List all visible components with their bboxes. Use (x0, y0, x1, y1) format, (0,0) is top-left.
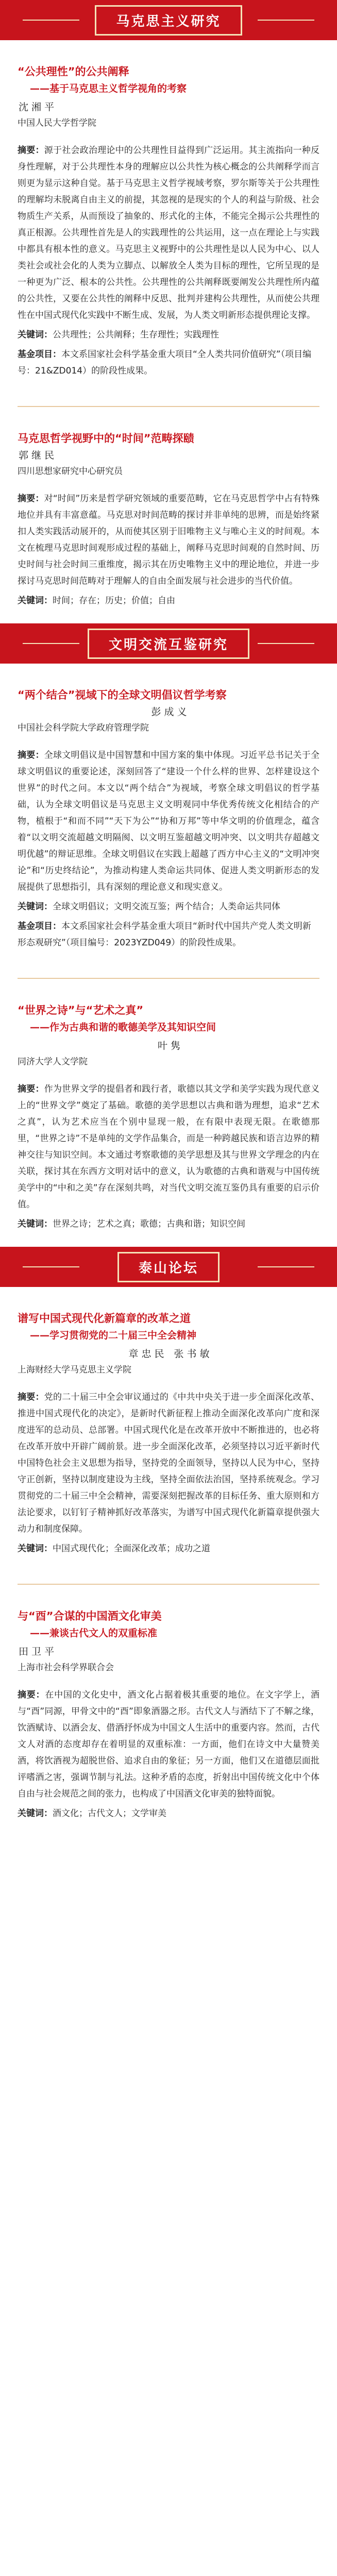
article-6 (0, 1600, 337, 1836)
article-2 (0, 422, 337, 623)
article-title[interactable]: “两个结合”视域下的全球文明倡议哲学考察 (18, 689, 227, 701)
article-author: 郭 继 民 (19, 450, 55, 461)
banner-decoration-left (23, 20, 79, 21)
article-title[interactable]: 谱写中国式现代化新篇章的改革之道 (18, 1312, 191, 1325)
article-subtitle: ——学习贯彻党的二十届三中全会精神 (30, 1330, 197, 1341)
article-fund (18, 346, 319, 379)
section-title: 泰山论坛 (117, 1252, 220, 1282)
abstract-text: 作为世界文学的提倡者和践行者，歌德以其文学和美学实践为现代意义上的“世界文学”奠定了基础。歌德的美学思想以古典和谐为理想，追求“艺术之真”，认为艺术应当在个别中显现一般，在有限中表现无限。在歌德那里，“世界之诗”不是单纯的文学作品集合，而是一种跨越民族和语言边界的精神交往与知识空间。本文通过考察歌德的美学思想及其与世界文学理念的内在关联，探讨其在东西方文明对话中的意义，认为歌德的古典和谐观与中国传统美学中的“中和之美”存在深刻共鸣，对当代文明交流互鉴仍具有重要的启示价值。 (18, 1084, 320, 1210)
article-subtitle: ——作为古典和谐的歌德美学及其知识空间 (30, 1022, 216, 1033)
abstract-label: 摘要： (18, 1392, 44, 1402)
fund-label: 基金项目： (18, 921, 61, 931)
keywords-label: 关键词： (18, 1219, 53, 1229)
article-fund (18, 918, 319, 951)
keywords-text: 公共理性；公共阐释；生存理性；实践理性 (53, 330, 219, 340)
abstract-label: 摘要： (18, 750, 44, 760)
article-author: 田 卫 平 (19, 1646, 55, 1657)
keywords-label: 关键词： (18, 1544, 53, 1554)
keywords-text: 全球文明倡议；文明交流互鉴；两个结合；人类命运共同体 (53, 902, 280, 912)
article-affiliation: 中国社会科学院大学政府管理学院 (18, 723, 149, 733)
article-divider (18, 1584, 319, 1585)
article-keywords (18, 1216, 319, 1232)
article-3 (0, 679, 337, 965)
article-keywords (18, 899, 319, 915)
abstract-text: 在中国的文化史中，酒文化占据着极其重要的地位。在文字学上，酒与“酉”同源，甲骨文中的“酉”即象酒器之形。古代文人与酒结下了不解之缘，饮酒赋诗、以酒会友、借酒抒怀成为中国文人生活中的重要内容。然而，古代文人对酒的态度却存在着明显的双重标准：一方面，他们在诗文中大量赞美酒，将饮酒视为超脱世俗、追求自由的象征；另一方面，他们又在道德层面批评嗜酒之害，强调节制与礼法。这种矛盾的态度，折射出中国传统文化中个体自由与社会规范之间的张力，也构成了中国酒文化审美的独特面貌。 (18, 1690, 319, 1799)
article-title[interactable]: “世界之诗”与“艺术之真” (18, 1004, 144, 1016)
section-title: 文明交流互鉴研究 (88, 629, 249, 659)
keywords-text: 中国式现代化；全面深化改革；成功之道 (53, 1544, 210, 1554)
article-subtitle: ——兼谈古代文人的双重标准 (30, 1628, 158, 1639)
keywords-label: 关键词： (18, 596, 53, 606)
banner-decoration-right (258, 20, 314, 21)
abstract-text: 全球文明倡议是中国智慧和中国方案的集中体现。习近平总书记关于全球文明倡议的重要论述，深刻回答了“建设一个什么样的世界、怎样建设这个世界”的时代之问。本文以“两个结合”为视域，考察全球文明倡议的哲学基础，认为全球文明倡议是马克思主义文明观同中华优秀传统文化相结合的产物，植根于“和而不同”“天下为公”“协和万邦”等中华文明的价值理念，蕴含着“以文明交流超越文明隔阂、以文明互鉴超越文明冲突、以文明共存超越文明优越”的辩证思维。全球文明倡议在实践上超越了西方中心主义的“文明冲突论”和“历史终结论”，为推动构建人类命运共同体、促进人类文明新形态的发展提供了思想指引，具有深刻的理论意义和现实意义。 (18, 750, 320, 892)
fund-text: 本文系国家社会科学基金重大项目“全人类共同价值研究”（项目编号：21&ZD014）的阶段性成果。 (18, 349, 312, 376)
article-keywords (18, 327, 319, 343)
abstract-text: 源于社会政治理论中的公共理性目益得到广泛运用。其主流指向一种反身性理解，对于公共理性本身的理解应以公共性为核心概念的公共阐释学而言则更为显示这种自觉。基于马克思主义哲学视域考察，罗尔斯等关于公共理性的理解均未脱离自由主义的前提，其忽视的是现实的个人的利益与阶级、社会物质生产关系，从而预设了抽象的、形式化的主体，不能完全揭示公共理性的真正根源。公共理性首先是人的实践理性的公共运用，这一点在理论上与实践中都具有根本性的意义。马克思主义视野中的公共理性是以人民为中心、以人类社会或社会化的人类为立脚点、以解放全人类为目标的理性，它所呈现的是一种更为广泛、根本的公共性。公共理性的公共阐释既要阐发公共理性所内蕴的公共性，又要在公共性的阐释中反思、批判并建构公共理性，从而使公共理性在中国式现代化实践中不断生成、发展，为人类文明新形态提供理论支撑。 (18, 145, 320, 320)
banner-decoration-left (23, 643, 79, 644)
banner-decoration-right (258, 1266, 314, 1267)
fund-text: 本文系国家社会科学基金重大项目“新时代中国共产党人类文明新形态观研究”（项目编号：2023YZD049）的阶段性成果。 (18, 921, 311, 948)
article-title[interactable]: “公共理性”的公共阐释 (18, 65, 129, 78)
banner-decoration-left (23, 1266, 79, 1267)
abstract-label: 摘要： (18, 145, 44, 156)
article-subtitle: ——基于马克思主义哲学视角的考察 (30, 83, 187, 94)
abstract-label: 摘要： (18, 494, 44, 504)
article-affiliation: 同济大学人文学院 (18, 1057, 88, 1067)
article-author: 沈 湘 平 (19, 101, 55, 113)
article-author: 彭 成 义 (151, 706, 187, 718)
article-5 (0, 1302, 337, 1571)
article-keywords (18, 592, 319, 609)
keywords-label: 关键词： (18, 330, 53, 340)
article-author: 叶 隽 (157, 1040, 181, 1052)
keywords-text: 世界之诗；艺术之真；歌德；古典和谐；知识空间 (53, 1219, 245, 1229)
banner-decoration-right (258, 643, 314, 644)
article-abstract (18, 747, 319, 895)
article-abstract (18, 1081, 319, 1213)
abstract-label: 摘要： (18, 1690, 45, 1700)
abstract-text: 党的二十届三中全会审议通过的《中共中央关于进一步全面深化改革、推进中国式现代化的决定》，是新时代新征程上推动全面深化改革向广度和深度进军的总动员、总部署。中国式现代化是在改革开放中不断推进的，也必将在改革开放中开辟广阔前景。进一步全面深化改革，必须坚持以习近平新时代中国特色社会主义思想为指导，坚持党的全面领导，坚持以人民为中心，坚持守正创新，坚持以制度建设为主线，坚持全面依法治国，坚持系统观念。学习贯彻党的二十届三中全会精神，需要深刻把握改革的目标任务、重大原则和方法论要求，以钉钉子精神抓好改革落实，为谱写中国式现代化新篇章提供强大动力和制度保障。 (18, 1392, 320, 1534)
article-4 (0, 994, 337, 1247)
article-abstract (18, 490, 319, 589)
article-keywords (18, 1805, 319, 1822)
article-affiliation: 四川思想家研究中心研究员 (18, 466, 123, 477)
section-banner-taishan (0, 1247, 337, 1287)
article-abstract (18, 1389, 319, 1537)
article-author: 章 忠 民 张 书 敏 (128, 1348, 210, 1360)
keywords-text: 时间；存在；历史；价值；自由 (53, 596, 175, 606)
article-divider (18, 406, 319, 407)
abstract-text: 对“时间”历来是哲学研究领域的重要范畴，它在马克思哲学中占有特殊地位并具有丰富意蕴。马克思对时间范畴的探讨并非单纯的思辨，而是始终紧扣人类实践活动展开的，从而使其区别于旧唯物主义与唯心主义的时间观。本文在梳理马克思时间观形成过程的基础上，阐释马克思时间观的自然时间、历史时间与社会时间三重维度，揭示其在历史唯物主义中的理论地位，并进一步探讨马克思时间范畴对于理解人的自由全面发展与社会进步的当代价值。 (18, 494, 319, 586)
article-divider (18, 978, 319, 979)
article-affiliation: 上海财经大学马克思主义学院 (18, 1365, 131, 1375)
article-affiliation: 上海市社会科学界联合会 (18, 1663, 114, 1673)
keywords-label: 关键词： (18, 1808, 53, 1819)
article-keywords (18, 1540, 319, 1557)
article-affiliation: 中国人民大学哲学院 (18, 118, 96, 128)
abstract-label: 摘要： (18, 1084, 44, 1094)
article-title[interactable]: 与“酉”合谋的中国酒文化审美 (18, 1610, 162, 1622)
fund-label: 基金项目： (18, 349, 61, 360)
keywords-text: 酒文化；古代文人；文学审美 (53, 1808, 166, 1819)
article-abstract (18, 142, 319, 324)
section-banner-civilization (0, 623, 337, 664)
section-title: 马克思主义研究 (95, 5, 242, 36)
keywords-label: 关键词： (18, 902, 53, 912)
section-banner-marxism (0, 0, 337, 40)
article-abstract (18, 1687, 319, 1802)
article-title[interactable]: 马克思哲学视野中的“时间”范畴探赜 (18, 432, 194, 445)
article-1 (0, 56, 337, 394)
